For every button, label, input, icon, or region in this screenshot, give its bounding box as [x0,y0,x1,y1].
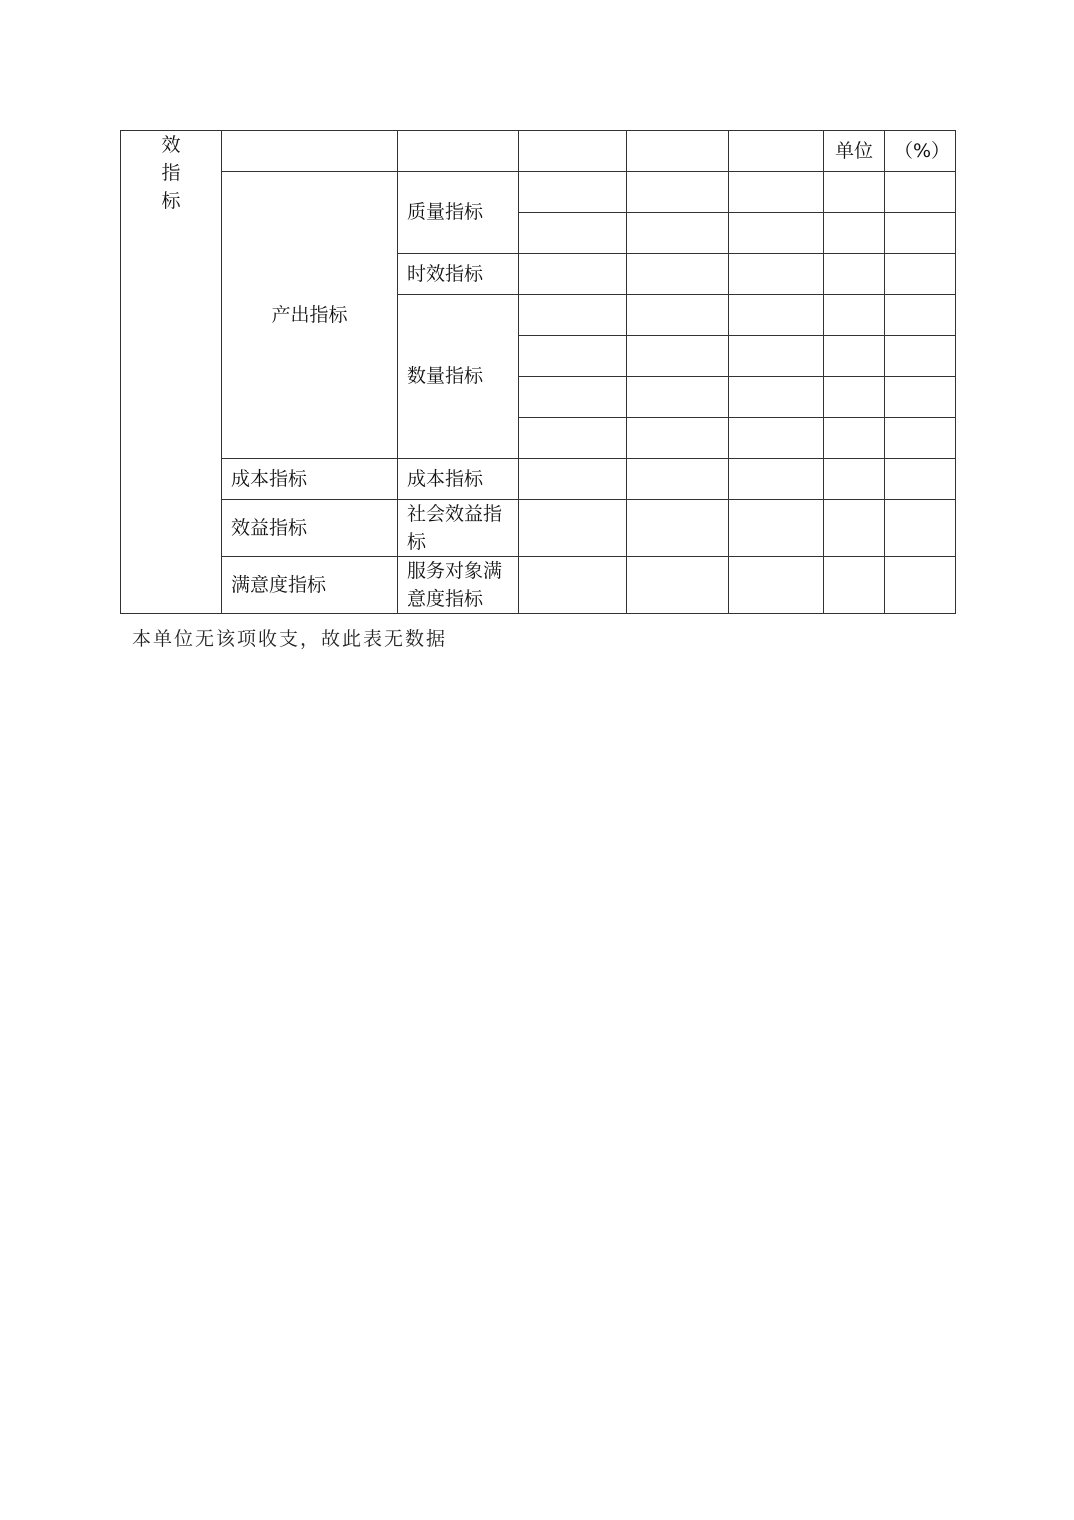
satisfaction-indicator-cell: 满意度指标 [222,557,398,614]
empty-cell [627,500,729,557]
benefit-indicator-cell: 效益指标 [222,500,398,557]
empty-cell [885,500,956,557]
cost-subindicator-cell: 成本指标 [398,459,519,500]
quantity-indicator-cell: 数量指标 [398,295,519,459]
empty-cell [885,459,956,500]
empty-cell [729,459,824,500]
empty-cell [885,172,956,213]
output-indicator-cell: 产出指标 [222,172,398,459]
empty-cell [729,336,824,377]
empty-cell [729,131,824,172]
table-row [121,459,956,500]
empty-cell [824,254,885,295]
table-row [121,500,956,557]
cost-indicator-cell: 成本指标 [222,459,398,500]
empty-cell [729,254,824,295]
quality-indicator-cell: 质量指标 [398,172,519,254]
empty-cell [519,131,627,172]
empty-cell [519,336,627,377]
empty-cell [885,254,956,295]
empty-cell [519,459,627,500]
empty-cell [627,377,729,418]
empty-cell [519,295,627,336]
empty-cell [885,336,956,377]
empty-cell [627,172,729,213]
empty-cell [885,557,956,614]
first-col-char: 效 [161,134,181,156]
unit-label-cell: 单位 [824,131,885,172]
empty-cell [824,336,885,377]
empty-cell [519,172,627,213]
empty-cell [627,459,729,500]
empty-cell [627,131,729,172]
empty-cell [519,377,627,418]
service-satisfaction-indicator-cell: 服务对象满意度指标 [398,557,519,614]
social-benefit-indicator-cell: 社会效益指标 [398,500,519,557]
first-col-char: 指 [161,162,181,184]
empty-cell [519,254,627,295]
empty-cell [627,254,729,295]
empty-cell [824,295,885,336]
first-level-indicator-cell [121,131,222,614]
empty-cell [824,418,885,459]
empty-cell [729,557,824,614]
empty-cell [519,500,627,557]
empty-cell [885,213,956,254]
empty-cell [627,295,729,336]
empty-cell [627,213,729,254]
empty-cell [729,213,824,254]
empty-cell [824,172,885,213]
timeliness-indicator-cell: 时效指标 [398,254,519,295]
first-col-char: 标 [161,190,181,212]
empty-cell [519,213,627,254]
table-row [121,131,956,172]
empty-cell [398,131,519,172]
empty-cell [729,377,824,418]
empty-cell [885,377,956,418]
no-data-note: 本单位无该项收支，故此表无数据 [132,628,448,650]
empty-cell [519,557,627,614]
empty-cell [729,295,824,336]
empty-cell [824,459,885,500]
percent-label-cell: （%） [885,131,956,172]
empty-cell [824,213,885,254]
empty-cell [627,336,729,377]
empty-cell [729,500,824,557]
empty-cell [222,131,398,172]
empty-cell [627,418,729,459]
empty-cell [824,500,885,557]
empty-cell [729,172,824,213]
performance-indicator-table [120,130,956,614]
empty-cell [824,377,885,418]
empty-cell [729,418,824,459]
empty-cell [519,418,627,459]
table-row [121,172,956,213]
empty-cell [627,557,729,614]
empty-cell [885,418,956,459]
empty-cell [824,557,885,614]
empty-cell [885,295,956,336]
table-row [121,557,956,614]
